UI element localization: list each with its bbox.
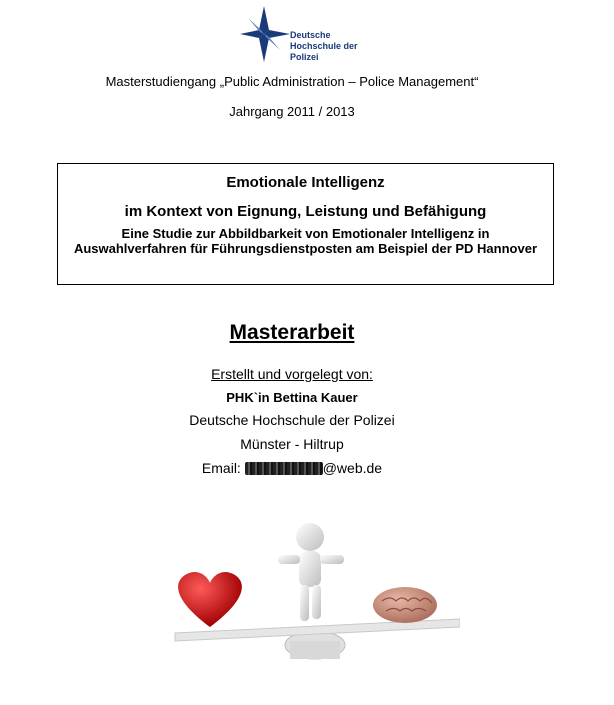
author-name: PHK`in Bettina Kauer: [226, 390, 358, 405]
brain: [373, 587, 437, 623]
erstellt-label: Erstellt und vorgelegt von:: [211, 366, 373, 382]
email-redacted: [245, 462, 323, 475]
seesaw: [175, 619, 460, 659]
email-label: Email:: [201, 460, 241, 476]
masterarbeit-heading: Masterarbeit: [229, 321, 355, 344]
title-line1: Emotionale Intelligenz: [226, 174, 385, 191]
email-line: [0, 460, 584, 476]
four-point-star-icon: [238, 4, 294, 64]
heart: [178, 572, 242, 627]
city: Münster - Hiltrup: [240, 436, 344, 452]
person: [278, 523, 344, 621]
school-name: Deutsche Hochschule der Polizei: [189, 412, 395, 428]
illustration: [160, 515, 460, 700]
jahrgang: Jahrgang 2011 / 2013: [229, 104, 355, 119]
title-box: [57, 163, 554, 285]
program-title: Masterstudiengang „Public Administration – Police Management“: [105, 74, 479, 89]
logo-text: [290, 30, 388, 63]
logo: [238, 4, 388, 64]
email-domain: @web.de: [322, 460, 383, 476]
logo-line2: Hochschule der Polizei: [290, 41, 358, 62]
title-line2: im Kontext von Eignung, Leistung und Befähigung: [124, 203, 487, 220]
title-subtitle: Eine Studie zur Abbildbarkeit von Emotionaler Intelligenz in Auswahlverfahren für Führungsdienstposten am Beispiel der PD Hannover: [73, 226, 538, 256]
logo-line1: Deutsche: [290, 30, 331, 40]
